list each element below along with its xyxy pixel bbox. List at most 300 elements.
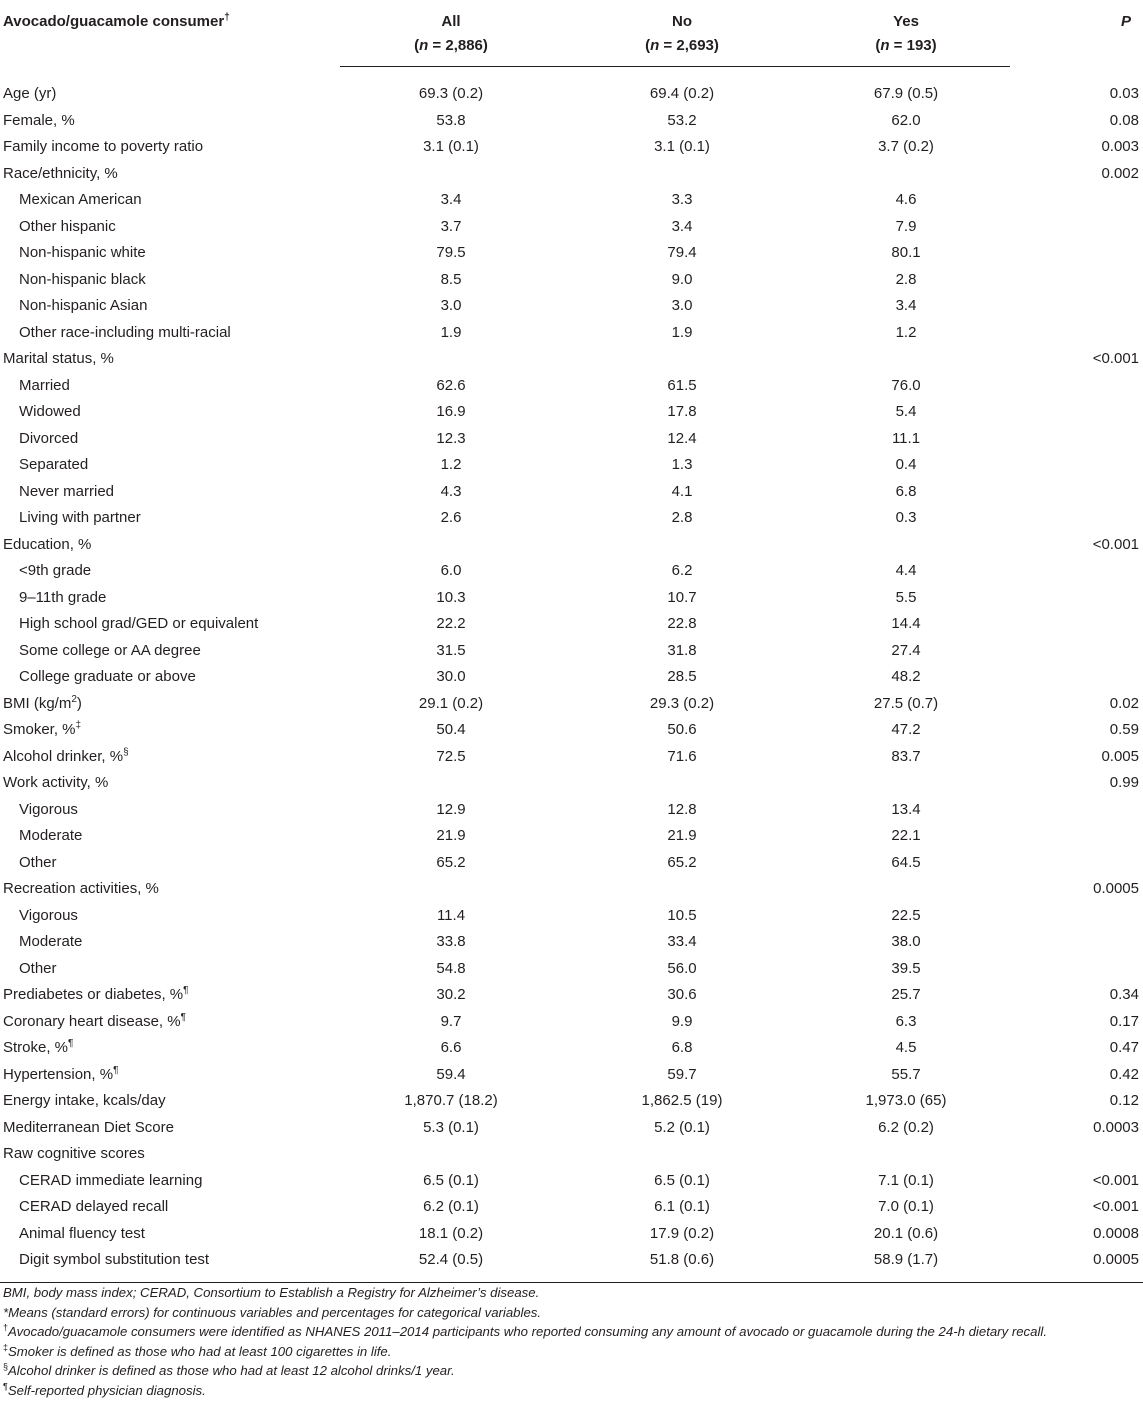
cell-all: 5.3 (0.1) [423, 1118, 479, 1136]
cell-p: <0.001 [1092, 1198, 1139, 1216]
header-all: All [441, 13, 461, 30]
table-row [0, 744, 1143, 771]
cell-no: 9.0 [671, 270, 693, 288]
cell-no: 50.6 [667, 721, 697, 739]
cell-p [1010, 797, 1143, 824]
row-label-text: Divorced [19, 429, 79, 447]
cell-yes: 25.7 [891, 986, 921, 1004]
cell-p [1010, 558, 1143, 585]
table-row [0, 1194, 1143, 1221]
cell-all: 79.5 [436, 244, 466, 262]
row-label-text: Hypertension, % [3, 1065, 114, 1083]
table-row [0, 187, 1143, 214]
table-row [0, 585, 1143, 612]
cell-no: 56.0 [667, 959, 697, 977]
table-row [0, 717, 1143, 744]
cell-no: 6.2 [671, 562, 693, 580]
table-row [0, 479, 1143, 506]
cell-p [1010, 929, 1143, 956]
header-yes: Yes [893, 13, 919, 30]
header-no: No [672, 13, 692, 30]
cell-no: 2.8 [671, 509, 693, 527]
cell-p [1010, 452, 1143, 479]
cell-no: 6.8 [671, 1039, 693, 1057]
n-equals: = [428, 37, 446, 54]
cell-all: 59.4 [436, 1065, 466, 1083]
cell-yes: 6.2 (0.2) [878, 1118, 934, 1136]
row-label [0, 691, 340, 718]
cell-no: 53.2 [667, 111, 697, 129]
row-label-sup: ¶ [183, 985, 189, 997]
cell-p [1010, 187, 1143, 214]
row-label [0, 214, 340, 241]
footnote-text: Smoker is defined as those who had at least 100 cigarettes in life. [8, 1343, 392, 1359]
cell-yes: 5.5 [895, 588, 917, 606]
row-label [0, 611, 340, 638]
cell-p [1010, 293, 1143, 320]
footnote [3, 1283, 1139, 1303]
footnote-sup: ‡ [3, 1342, 9, 1353]
cell-all: 6.0 [440, 562, 462, 580]
cell-no: 1.9 [671, 323, 693, 341]
cell-yes: 80.1 [891, 244, 921, 262]
table-row [0, 532, 1143, 559]
cell-yes [802, 161, 1010, 188]
cell-no: 6.5 (0.1) [654, 1171, 710, 1189]
row-label-text: Living with partner [19, 509, 141, 527]
row-label [0, 1194, 340, 1221]
cell-no: 61.5 [667, 376, 697, 394]
cell-p: 0.17 [1109, 1012, 1139, 1030]
table-row [0, 1221, 1143, 1248]
cell-no: 59.7 [667, 1065, 697, 1083]
table-row [0, 1035, 1143, 1062]
cell-all: 69.3 (0.2) [418, 85, 484, 103]
cell-all [340, 161, 562, 188]
row-label [0, 1247, 340, 1282]
row-label [0, 1141, 340, 1168]
cell-p [1010, 267, 1143, 294]
cell-all: 1,870.7 (18.2) [404, 1092, 498, 1110]
cell-all: 12.9 [436, 800, 466, 818]
cell-yes: 3.7 (0.2) [878, 138, 934, 156]
cell-all: 6.5 (0.1) [423, 1171, 479, 1189]
cell-all: 8.5 [440, 270, 462, 288]
row-label [0, 876, 340, 903]
row-label-text: Married [19, 376, 70, 394]
cell-no: 30.6 [667, 986, 697, 1004]
cell-p [1010, 903, 1143, 930]
cell-no: 65.2 [667, 853, 697, 871]
cell-all: 3.1 (0.1) [423, 138, 479, 156]
table-row [0, 134, 1143, 161]
row-label [0, 823, 340, 850]
cell-all: 54.8 [436, 959, 466, 977]
header-no-n-value: 2,693 [676, 37, 714, 54]
row-label-text: Other hispanic [19, 217, 116, 235]
cell-yes: 48.2 [891, 668, 921, 686]
row-label-text: Marital status, % [3, 350, 114, 368]
row-label [0, 1009, 340, 1036]
row-label-text: High school grad/GED or equivalent [19, 615, 259, 633]
table-row [0, 399, 1143, 426]
cell-no: 17.8 [667, 403, 697, 421]
cell-no: 51.8 (0.6) [562, 1247, 802, 1282]
cell-yes: 0.4 [895, 456, 917, 474]
cell-p [1010, 214, 1143, 241]
cell-all [340, 1141, 562, 1168]
footnote-sup: † [3, 1322, 9, 1333]
cell-yes: 14.4 [891, 615, 921, 633]
cell-yes [802, 532, 1010, 559]
cell-all: 18.1 (0.2) [418, 1224, 484, 1242]
cell-yes [802, 770, 1010, 797]
row-label-text: Recreation activities, % [3, 880, 159, 898]
footnote-text: Alcohol drinker is defined as those who had at least 12 alcohol drinks/1 year. [8, 1363, 455, 1379]
row-label [0, 956, 340, 983]
cell-no: 3.1 (0.1) [654, 138, 710, 156]
table-row [0, 956, 1143, 983]
row-label [0, 108, 340, 135]
cell-yes [802, 1141, 1010, 1168]
row-label [0, 1168, 340, 1195]
row-label-text: Stroke, % [3, 1039, 69, 1057]
cell-all: 1.9 [440, 323, 462, 341]
row-label [0, 1062, 340, 1089]
cell-p: 0.02 [1109, 694, 1139, 712]
row-label-text: Non-hispanic white [19, 244, 146, 262]
row-label-text: Prediabetes or diabetes, % [3, 986, 184, 1004]
cell-p: 0.47 [1109, 1039, 1139, 1057]
footnote-text: *Means (standard errors) for continuous variables and percentages for categorical variables. [3, 1304, 542, 1320]
table-row [0, 691, 1143, 718]
cell-all: 52.4 (0.5) [340, 1247, 562, 1282]
row-label-text: Smoker, % [3, 721, 76, 739]
table-row [0, 426, 1143, 453]
table-footnotes [3, 1283, 1139, 1401]
table-row [0, 929, 1143, 956]
table-row [0, 823, 1143, 850]
table-row [0, 770, 1143, 797]
table-row [0, 240, 1143, 267]
row-label-sup: § [123, 746, 129, 758]
table-row [0, 1088, 1143, 1115]
row-label [0, 320, 340, 347]
row-label [0, 452, 340, 479]
row-label [0, 664, 340, 691]
cell-yes: 4.6 [895, 191, 917, 209]
row-label [0, 505, 340, 532]
cell-p [1010, 823, 1143, 850]
cell-yes: 62.0 [891, 111, 921, 129]
table-row [0, 797, 1143, 824]
cell-p: 0.42 [1109, 1065, 1139, 1083]
row-label [0, 1221, 340, 1248]
cell-all: 6.2 (0.1) [423, 1198, 479, 1216]
cell-yes: 22.5 [891, 906, 921, 924]
cell-all: 16.9 [436, 403, 466, 421]
cell-yes: 27.5 (0.7) [873, 694, 939, 712]
cell-p [1010, 373, 1143, 400]
cell-no: 10.5 [667, 906, 697, 924]
cell-yes: 64.5 [891, 853, 921, 871]
row-label-text: Moderate [19, 827, 83, 845]
row-label-text: Non-hispanic Asian [19, 297, 148, 315]
cell-no [562, 532, 802, 559]
cell-yes: 0.3 [895, 509, 917, 527]
row-label [0, 1088, 340, 1115]
table-row [0, 1062, 1143, 1089]
row-label-text: BMI (kg/m [3, 694, 72, 712]
cell-no: 5.2 (0.1) [654, 1118, 710, 1136]
cell-no: 12.8 [667, 800, 697, 818]
cell-yes: 83.7 [891, 747, 921, 765]
header-yes-n-value: 193 [906, 37, 932, 54]
cell-p: 0.03 [1109, 85, 1139, 102]
cell-p: 0.0003 [1093, 1118, 1139, 1136]
header-consumer-sup: † [224, 12, 230, 23]
cell-no: 33.4 [667, 933, 697, 951]
row-label [0, 1115, 340, 1142]
table-row [0, 850, 1143, 877]
header-consumer [0, 0, 340, 67]
row-label [0, 399, 340, 426]
row-label [0, 929, 340, 956]
cell-p: 0.12 [1109, 1092, 1139, 1110]
cell-p [1010, 240, 1143, 267]
cell-p: 0.002 [1101, 164, 1139, 182]
header-p: P [1120, 13, 1131, 30]
cell-all: 2.6 [440, 509, 462, 527]
cell-yes: 7.0 (0.1) [878, 1198, 934, 1216]
row-label-text: Education, % [3, 535, 92, 553]
cell-p [1010, 850, 1143, 877]
cell-no: 10.7 [667, 588, 697, 606]
cell-no: 71.6 [667, 747, 697, 765]
cell-yes: 1,973.0 (65) [865, 1092, 947, 1110]
table-row [0, 903, 1143, 930]
row-label-text: Race/ethnicity, % [3, 164, 118, 182]
cell-yes: 1.2 [895, 323, 917, 341]
cell-all: 4.3 [440, 482, 462, 500]
table-row [0, 214, 1143, 241]
cell-p [1010, 664, 1143, 691]
cell-no: 69.4 (0.2) [649, 85, 715, 103]
cell-yes: 5.4 [895, 403, 917, 421]
row-label-sup: ¶ [180, 1011, 186, 1023]
table-row [0, 1009, 1143, 1036]
row-label-text: Mexican American [19, 191, 142, 209]
row-label [0, 426, 340, 453]
row-label-text: Alcohol drinker, % [3, 747, 124, 765]
cell-all: 30.0 [436, 668, 466, 686]
cell-no: 9.9 [671, 1012, 693, 1030]
row-label [0, 267, 340, 294]
cell-all: 6.6 [440, 1039, 462, 1057]
row-label-text: Animal fluency test [19, 1224, 145, 1242]
table-header [0, 0, 1143, 67]
row-label-text: Vigorous [19, 906, 78, 924]
row-label [0, 1035, 340, 1062]
cell-p [1010, 585, 1143, 612]
cell-p: 0.0005 [1093, 880, 1139, 898]
cell-yes: 6.3 [895, 1012, 917, 1030]
header-no-n: (n = 2,693) [562, 34, 802, 67]
cell-no [562, 1141, 802, 1168]
header-all-n: (n = 2,886) [340, 34, 562, 67]
cell-yes: 4.5 [895, 1039, 917, 1057]
cell-no: 1.3 [671, 456, 693, 474]
row-label-text: Raw cognitive scores [3, 1145, 145, 1163]
row-label-sup: ¶ [68, 1038, 74, 1050]
cell-p: 0.08 [1109, 111, 1139, 129]
cell-all: 3.7 [440, 217, 462, 235]
cell-all: 33.8 [436, 933, 466, 951]
footnote [3, 1322, 1139, 1342]
table-body [0, 67, 1143, 1283]
cell-no: 3.3 [671, 191, 693, 209]
row-label-text: Coronary heart disease, % [3, 1012, 181, 1030]
row-label [0, 585, 340, 612]
cell-all: 29.1 (0.2) [418, 694, 484, 712]
cell-yes: 55.7 [891, 1065, 921, 1083]
cell-p: <0.001 [1092, 1171, 1139, 1189]
cell-p [1010, 426, 1143, 453]
cell-p [1010, 956, 1143, 983]
cell-no: 31.8 [667, 641, 697, 659]
cell-all: 9.7 [440, 1012, 462, 1030]
row-label [0, 558, 340, 585]
footnote [3, 1303, 1139, 1323]
cell-yes: 2.8 [895, 270, 917, 288]
table-row [0, 320, 1143, 347]
cell-yes: 27.4 [891, 641, 921, 659]
row-label-text: <9th grade [19, 562, 92, 580]
table-row [0, 1115, 1143, 1142]
row-label-text: Work activity, % [3, 774, 109, 792]
row-label-text: Vigorous [19, 800, 78, 818]
cell-all: 3.0 [440, 297, 462, 315]
row-label [0, 797, 340, 824]
n-equals: = [659, 37, 677, 54]
row-label [0, 770, 340, 797]
cell-yes: 67.9 (0.5) [873, 85, 939, 103]
cell-all: 10.3 [436, 588, 466, 606]
row-label [0, 67, 340, 108]
row-label [0, 982, 340, 1009]
row-label-text: Female, % [3, 111, 75, 129]
cell-all [340, 532, 562, 559]
row-label-text: College graduate or above [19, 668, 196, 686]
row-label-text: Age (yr) [3, 85, 57, 102]
cell-yes: 38.0 [891, 933, 921, 951]
cell-no [562, 770, 802, 797]
row-label [0, 134, 340, 161]
cell-no: 4.1 [671, 482, 693, 500]
row-label [0, 161, 340, 188]
row-label-text: Other [19, 853, 57, 871]
cell-no: 21.9 [667, 827, 697, 845]
cell-all [340, 770, 562, 797]
cell-all: 53.8 [436, 111, 466, 129]
n-symbol: n [650, 37, 660, 54]
cell-no: 3.0 [671, 297, 693, 315]
table-row [0, 452, 1143, 479]
cell-p: <0.001 [1092, 535, 1139, 553]
cell-yes: 58.9 (1.7) [802, 1247, 1010, 1282]
table-row [0, 505, 1143, 532]
cell-yes: 11.1 [891, 429, 921, 447]
table-row [0, 161, 1143, 188]
table-row [0, 638, 1143, 665]
cell-no [562, 161, 802, 188]
table-row [0, 1247, 1143, 1282]
row-label [0, 240, 340, 267]
footnote [3, 1381, 1139, 1401]
cell-all: 31.5 [436, 641, 466, 659]
cell-no: 6.1 (0.1) [654, 1198, 710, 1216]
n-symbol: n [419, 37, 429, 54]
cell-all: 11.4 [436, 906, 466, 924]
cell-all: 72.5 [436, 747, 466, 765]
footnote [3, 1342, 1139, 1362]
row-label-tail: ) [76, 694, 82, 712]
cell-no: 29.3 (0.2) [649, 694, 715, 712]
table-row [0, 293, 1143, 320]
cell-no: 22.8 [667, 615, 697, 633]
table-row [0, 1141, 1143, 1168]
header-consumer-label: Avocado/guacamole consumer [3, 13, 225, 30]
cell-yes [802, 876, 1010, 903]
header-all-n-value: 2,886 [445, 37, 483, 54]
cell-all: 30.2 [436, 986, 466, 1004]
cell-all: 62.6 [436, 376, 466, 394]
cell-p: 0.0005 [1010, 1247, 1143, 1282]
cell-p [1010, 1141, 1143, 1168]
footnote [3, 1361, 1139, 1381]
cell-yes: 3.4 [895, 297, 917, 315]
table-row [0, 982, 1143, 1009]
table-row [0, 611, 1143, 638]
cell-p: 0.0008 [1093, 1224, 1139, 1242]
cell-yes: 76.0 [891, 376, 921, 394]
row-label [0, 850, 340, 877]
row-label [0, 744, 340, 771]
cell-no: 1,862.5 (19) [641, 1092, 723, 1110]
cell-no [562, 876, 802, 903]
table-row [0, 664, 1143, 691]
cell-p [1010, 505, 1143, 532]
row-label-text: Moderate [19, 933, 83, 951]
row-label [0, 532, 340, 559]
row-label [0, 717, 340, 744]
row-label [0, 293, 340, 320]
cell-all: 22.2 [436, 615, 466, 633]
n-symbol: n [880, 37, 890, 54]
cell-all [340, 346, 562, 373]
cell-all [340, 876, 562, 903]
row-label [0, 346, 340, 373]
row-label [0, 638, 340, 665]
table-row [0, 267, 1143, 294]
cell-p: 0.005 [1101, 747, 1139, 765]
cell-no: 12.4 [667, 429, 697, 447]
row-label-text: Non-hispanic black [19, 270, 146, 288]
cell-all: 1.2 [440, 456, 462, 474]
cell-yes: 39.5 [891, 959, 921, 977]
footnote-sup: ¶ [3, 1381, 8, 1392]
row-label-text: Some college or AA degree [19, 641, 201, 659]
